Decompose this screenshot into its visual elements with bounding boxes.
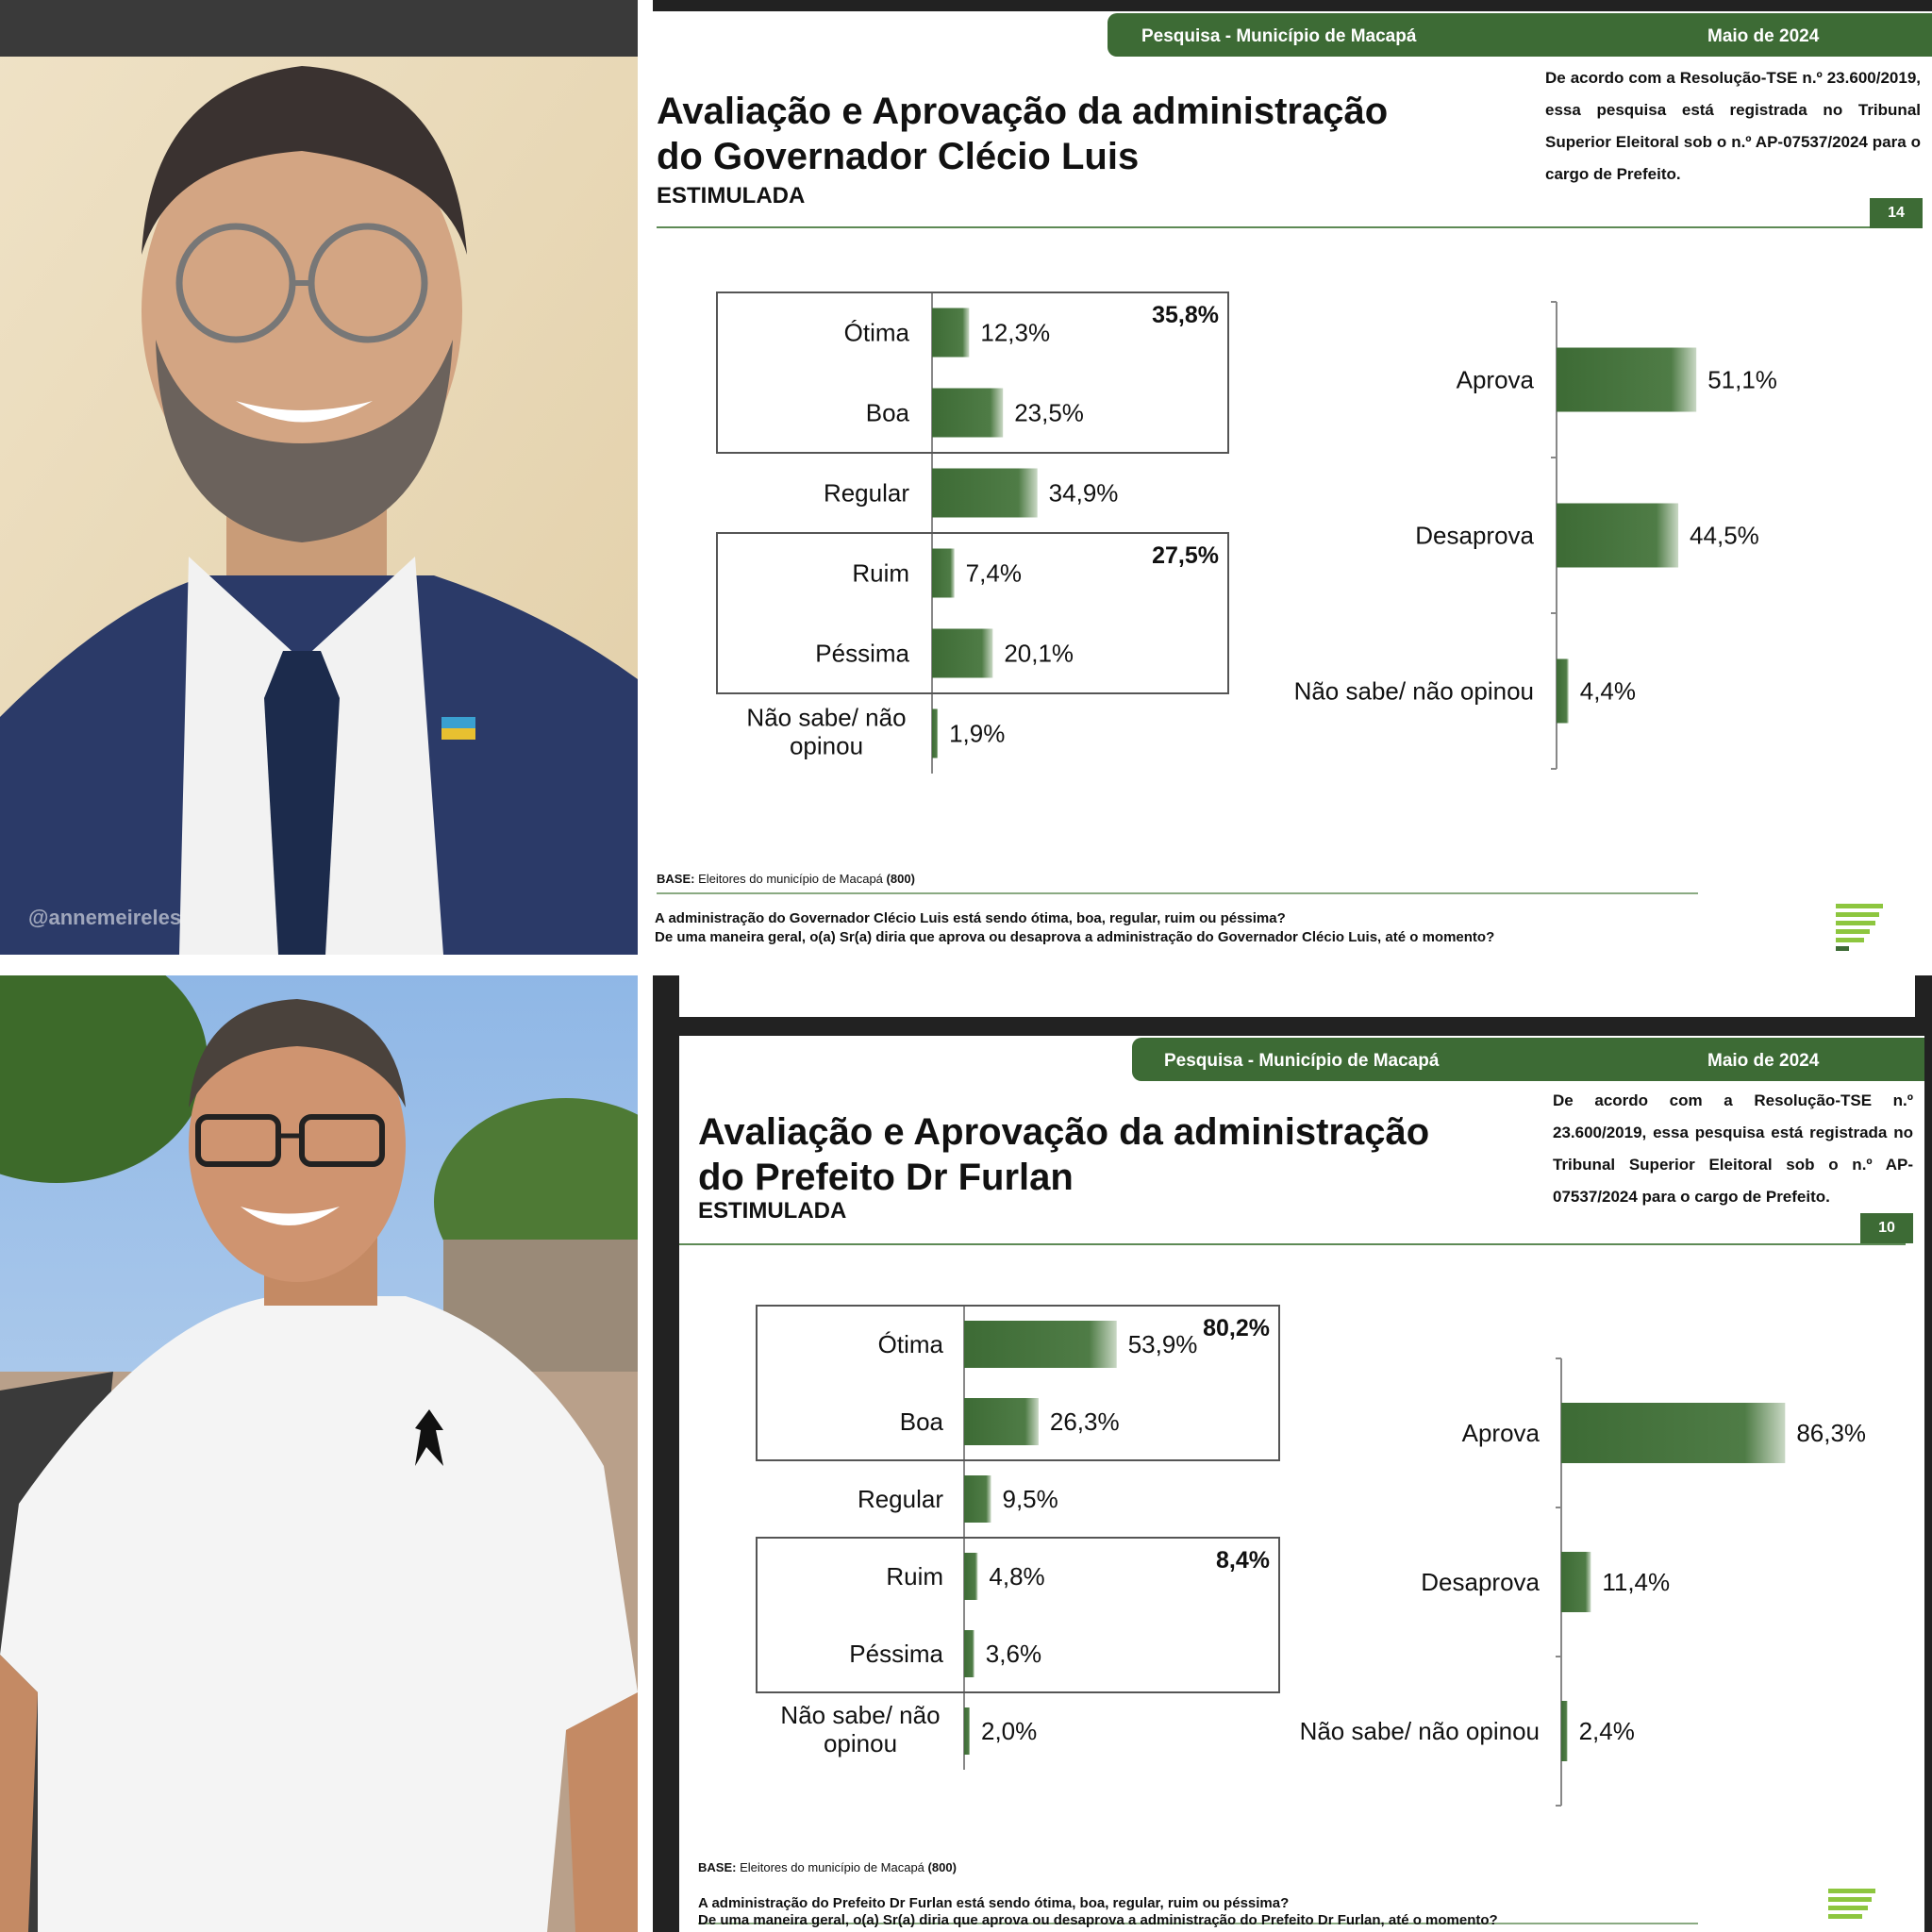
category-label-regular: Regular xyxy=(857,1485,943,1513)
approval-value-label-nao-sabe-nao-opinou: 4,4% xyxy=(1579,676,1637,706)
value-label-ruim: 4,8% xyxy=(989,1562,1045,1591)
bar-nao-sabe-nao-opinou xyxy=(964,1707,970,1755)
base-count: (800) xyxy=(927,1860,957,1874)
category-label-nao-sabe-nao-opinou: Não sabe/ não opinou xyxy=(780,1701,941,1757)
base-text: Eleitores do município de Macapá xyxy=(740,1860,924,1874)
page-number: 10 xyxy=(1860,1213,1913,1243)
pollster-logo-icon xyxy=(1828,1889,1885,1932)
mayor-portrait-image xyxy=(0,975,638,1932)
value-label-boa: 26,3% xyxy=(1049,1407,1120,1436)
slide-subtitle: ESTIMULADA xyxy=(698,1198,847,1224)
bar-ruim xyxy=(964,1553,977,1600)
question-2: De uma maneira geral, o(a) Sr(a) diria que aprova ou desaprova a administração do Prefeito Dr Furlan, até o momento? xyxy=(698,1912,1498,1928)
approval-bar-aprova xyxy=(1561,1403,1785,1463)
header-survey-label: Pesquisa - Município de Macapá xyxy=(1141,26,1417,46)
bar-pessima xyxy=(964,1630,974,1677)
value-label-nao-sabe-nao-opinou: 2,0% xyxy=(981,1717,1038,1745)
approval-bar-aprova xyxy=(1557,348,1696,412)
approval-bar-desaprova xyxy=(1557,504,1678,568)
value-label-ruim: 7,4% xyxy=(965,558,1022,588)
header-survey-label: Pesquisa - Município de Macapá xyxy=(1164,1051,1440,1071)
category-label-nao-sabe-nao-opinou: Não sabe/ não opinou xyxy=(746,703,907,760)
bar-nao-sabe-nao-opinou xyxy=(932,709,938,758)
base-text: Eleitores do município de Macapá xyxy=(698,872,883,886)
group-box-2 xyxy=(757,1538,1279,1692)
question-1: A administração do Governador Clécio Luis está sendo ótima, boa, regular, ruim ou péssima? xyxy=(655,910,1286,926)
base-prefix: BASE: xyxy=(698,1860,737,1874)
question-1: A administração do Prefeito Dr Furlan está sendo ótima, boa, regular, ruim ou péssima? xyxy=(698,1895,1290,1911)
slide-subtitle: ESTIMULADA xyxy=(657,183,806,208)
approval-bar-nao-sabe-nao-opinou xyxy=(1561,1701,1568,1761)
base-label xyxy=(698,1860,957,1874)
bar-otima xyxy=(932,308,969,358)
header-date-label: Maio de 2024 xyxy=(1707,1051,1820,1071)
title-line-1: Avaliação e Aprovação da administração xyxy=(698,1111,1430,1153)
base-count: (800) xyxy=(886,872,915,886)
category-label-pessima: Péssima xyxy=(849,1640,943,1668)
base-label xyxy=(657,872,915,886)
bar-otima xyxy=(964,1321,1117,1368)
approval-category-label-desaprova: Desaprova xyxy=(1421,1568,1540,1596)
approval-value-label-aprova: 86,3% xyxy=(1796,1419,1867,1447)
value-label-regular: 34,9% xyxy=(1048,478,1119,508)
pollster-logo-icon xyxy=(1836,904,1892,960)
value-label-pessima: 3,6% xyxy=(985,1640,1042,1668)
title-line-2: do Governador Clécio Luis xyxy=(657,136,1140,177)
bar-ruim xyxy=(932,549,955,598)
slide-governor xyxy=(653,0,1932,972)
approval-category-label-desaprova: Desaprova xyxy=(1415,521,1534,550)
group-total-label-2: 27,5% xyxy=(1152,542,1219,569)
category-label-otima: Ótima xyxy=(843,318,909,347)
value-label-otima: 53,9% xyxy=(1127,1330,1198,1358)
category-label-otima: Ótima xyxy=(877,1330,943,1358)
tse-registration-note: De acordo com a Resolução-TSE n.º 23.600/2019, essa pesquisa está registrada no Tribunal Superior Eleitoral sob o n.º AP-07537/2024 para o cargo de Prefeito. xyxy=(1553,1091,1913,1206)
approval-value-label-nao-sabe-nao-opinou: 2,4% xyxy=(1578,1717,1635,1745)
evaluation-chart-governor xyxy=(653,0,1932,972)
value-label-boa: 23,5% xyxy=(1014,398,1084,427)
tse-registration-note: De acordo com a Resolução-TSE n.º 23.600/2019, essa pesquisa está registrada no Tribunal Superior Eleitoral sob o n.º AP-07537/2024 para o cargo de Prefeito. xyxy=(1545,69,1921,183)
governor-portrait-image xyxy=(0,0,638,955)
value-label-pessima: 20,1% xyxy=(1004,639,1074,668)
category-label-boa: Boa xyxy=(865,398,909,427)
title-line-2: do Prefeito Dr Furlan xyxy=(698,1157,1074,1198)
group-total-label-1: 35,8% xyxy=(1152,302,1219,328)
approval-value-label-aprova: 51,1% xyxy=(1707,365,1777,394)
value-label-nao-sabe-nao-opinou: 1,9% xyxy=(949,719,1006,748)
category-label-boa: Boa xyxy=(899,1407,943,1436)
page-number: 14 xyxy=(1870,198,1923,228)
category-label-ruim: Ruim xyxy=(886,1562,943,1591)
group-total-label-1: 80,2% xyxy=(1203,1315,1270,1341)
approval-category-label-nao-sabe-nao-opinou: Não sabe/ não opinou xyxy=(1299,1717,1540,1745)
photo-governor xyxy=(0,0,638,955)
category-label-ruim: Ruim xyxy=(852,558,909,588)
bar-regular xyxy=(932,469,1038,518)
watermark-text: @annemeireles xyxy=(28,906,182,929)
question-2: De uma maneira geral, o(a) Sr(a) diria que aprova ou desaprova a administração do Governador Clécio Luis, até o momento? xyxy=(655,929,1495,945)
bar-regular xyxy=(964,1475,991,1523)
bar-boa xyxy=(932,389,1003,438)
title-line-1: Avaliação e Aprovação da administração xyxy=(657,91,1389,132)
header-date-label: Maio de 2024 xyxy=(1707,26,1820,46)
bar-pessima xyxy=(932,629,992,678)
approval-value-label-desaprova: 11,4% xyxy=(1602,1568,1671,1596)
photo-mayor xyxy=(0,975,638,1932)
approval-bar-desaprova xyxy=(1561,1552,1591,1612)
category-label-pessima: Péssima xyxy=(815,639,909,668)
category-label-regular: Regular xyxy=(823,478,909,508)
base-prefix: BASE: xyxy=(657,872,695,886)
approval-category-label-aprova: Aprova xyxy=(1461,1419,1540,1447)
approval-value-label-desaprova: 44,5% xyxy=(1690,521,1759,550)
group-total-label-2: 8,4% xyxy=(1216,1547,1270,1574)
approval-bar-nao-sabe-nao-opinou xyxy=(1557,659,1569,724)
approval-category-label-aprova: Aprova xyxy=(1456,365,1534,394)
evaluation-chart-mayor xyxy=(653,975,1932,1932)
approval-category-label-nao-sabe-nao-opinou: Não sabe/ não opinou xyxy=(1293,676,1534,706)
value-label-regular: 9,5% xyxy=(1002,1485,1058,1513)
bar-boa xyxy=(964,1398,1039,1445)
value-label-otima: 12,3% xyxy=(980,318,1051,347)
slide-mayor xyxy=(653,975,1932,1932)
footer-divider xyxy=(657,892,1698,894)
